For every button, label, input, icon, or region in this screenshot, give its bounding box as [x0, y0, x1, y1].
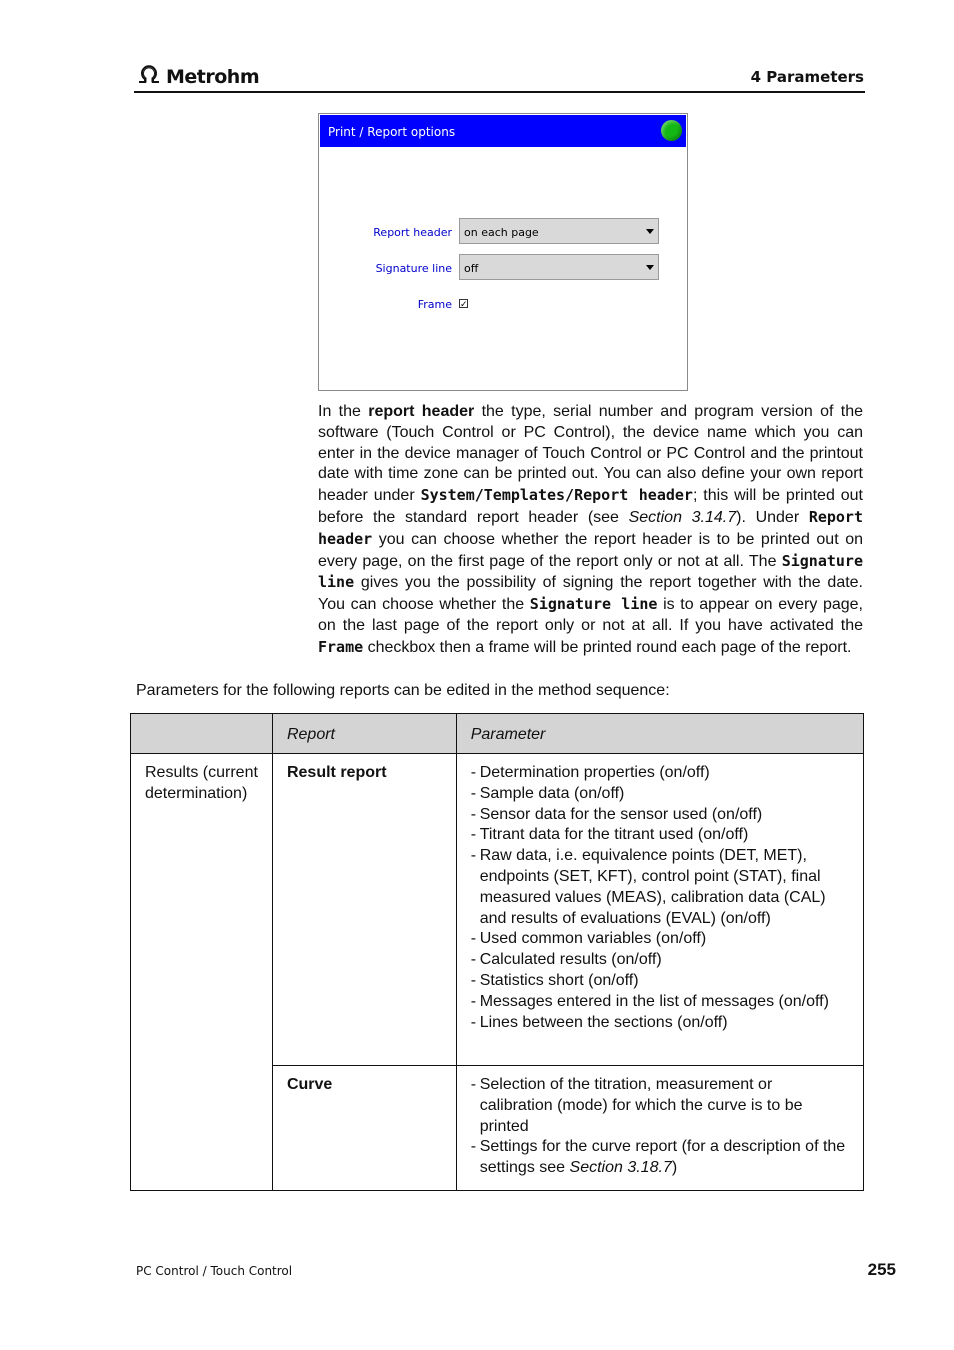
- header-cell-report: Report: [272, 714, 456, 754]
- section-ref: Section 3.18.7: [569, 1159, 672, 1177]
- section-ref: Section 3.14.7: [628, 508, 737, 526]
- param-signature-line-2: Signature line: [529, 595, 658, 614]
- table-lead-text: Parameters for the following reports can be edited in the method sequence:: [136, 682, 670, 699]
- dropdown-arrow-icon: [646, 265, 654, 270]
- table-row: [131, 754, 864, 1066]
- list-item: - Selection of the titration, measurement or calibration (mode) for which the curve is to be printed: [471, 1075, 849, 1137]
- footer-product: PC Control / Touch Control: [136, 1264, 293, 1278]
- chapter-title: 4 Parameters: [750, 68, 864, 86]
- header-cell-parameter: Parameter: [456, 714, 863, 754]
- signature-line-value: off: [464, 262, 479, 275]
- list-item: - Titrant data for the titrant used (on/off): [471, 825, 849, 846]
- report-parameters-table: [130, 713, 864, 1191]
- table-header-row: [131, 714, 864, 754]
- list-item: - Statistics short (on/off): [471, 971, 849, 992]
- report-name-cell: Curve: [272, 1066, 456, 1191]
- dialog-titlebar: [320, 115, 686, 147]
- status-indicator-icon: [661, 120, 682, 141]
- menu-path: System/Templates/Report header: [420, 486, 693, 505]
- report-header-select[interactable]: [459, 218, 659, 244]
- signature-line-label: Signature line: [375, 262, 452, 275]
- page-number: 255: [867, 1260, 896, 1279]
- report-header-value: on each page: [464, 226, 539, 239]
- term-report-header: report header: [368, 403, 475, 420]
- dialog-title: Print / Report options: [328, 125, 456, 139]
- list-item: - Determination properties (on/off): [471, 763, 849, 784]
- omega-icon: [136, 64, 162, 89]
- list-item: - Lines between the sections (on/off): [471, 1013, 849, 1034]
- list-item: - Messages entered in the list of messages (on/off): [471, 992, 849, 1013]
- report-header-label: Report header: [373, 226, 452, 239]
- dropdown-arrow-icon: [646, 229, 654, 234]
- param-frame: Frame: [318, 637, 364, 656]
- checkmark-icon: ✓: [460, 299, 468, 309]
- brand-logo: [136, 64, 259, 89]
- list-item: - Sensor data for the sensor used (on/off): [471, 805, 849, 826]
- brand-name: Metrohm: [166, 65, 260, 88]
- param-report-header: Report header: [318, 507, 863, 548]
- print-report-options-dialog: [318, 113, 688, 391]
- frame-checkbox[interactable]: [459, 299, 468, 308]
- list-item: - Used common variables (on/off): [471, 929, 849, 950]
- report-name-cell: Result report: [272, 754, 456, 1066]
- list-item: - Calculated results (on/off): [471, 950, 849, 971]
- parameter-list-cell: [456, 1066, 863, 1191]
- header-rule: [134, 91, 865, 93]
- list-item: - Raw data, i.e. equivalence points (DET, MET), endpoints (SET, KFT), control point (STAT), final measured values (MEAS), calibration data (CAL) and results of evaluations (EVAL) (on/off): [471, 846, 849, 929]
- signature-line-select[interactable]: [459, 254, 659, 280]
- intro-paragraph: In the report header the type, serial number and program version of the software (Touch Control or PC Control), the device name which you can enter in the device manager of Touch Control or PC Control and the printout date with time zone can be printed out. You can also define your own report header under System/Templates/Report header; this will be printed out before the standard report header (see Section 3.14.7). Under Report header you can choose whether the report header is to be printed out on every page, on the first page of the report only or not at all. The Signature line gives you the possibility of signing the report together with the date. You can choose whether the Signature line is to appear on every page, on the last page of the report only or not at all. If you have activated the Frame checkbox then a frame will be printed round each page of the report.: [318, 403, 864, 656]
- list-item: - Sample data (on/off): [471, 784, 849, 805]
- list-item: - Settings for the curve report (for a description of the settings see Section 3.18.7): [471, 1137, 849, 1179]
- group-cell: Results (current determination): [131, 754, 273, 1191]
- frame-label: Frame: [417, 298, 452, 311]
- parameter-list-cell: [456, 754, 863, 1066]
- header-cell-blank: [131, 714, 273, 754]
- param-signature-line: Signature line: [318, 551, 863, 592]
